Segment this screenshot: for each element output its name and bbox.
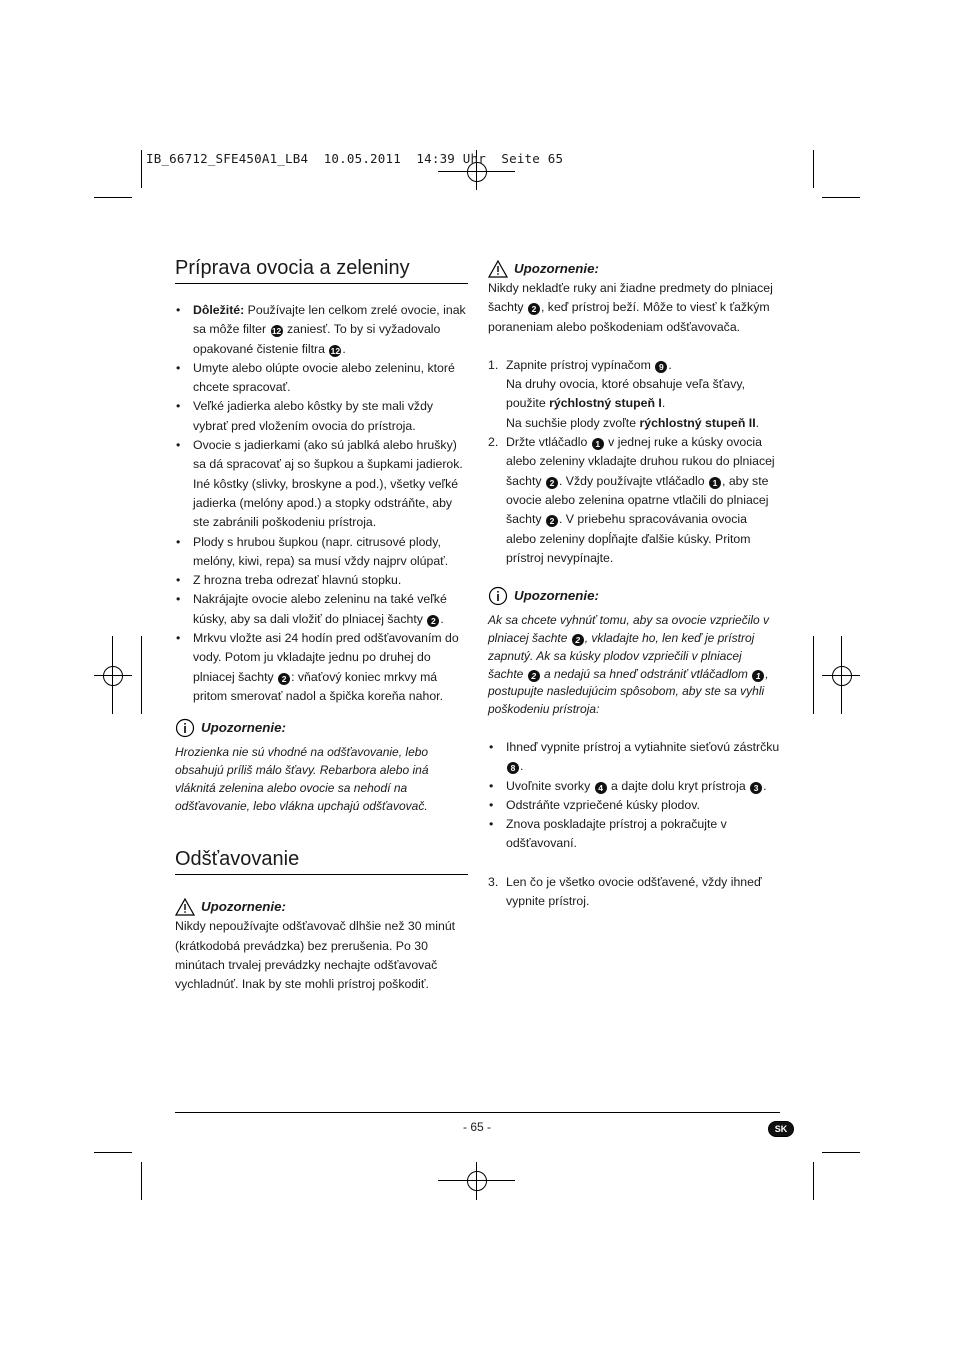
recovery-list [488,738,780,854]
warning-text: Nikdy nekladťe ruky ani žiadne predmety do plniacej šachty 2 , keď prístroj beží. Môže to viesť k ťažkým poraneniam alebo poškodeniam odšťavovača. [488,281,773,334]
cover-number-badge: 3 [750,782,762,794]
steps-list [488,356,780,568]
preparation-list [175,301,468,706]
switch-number-badge: 9 [655,361,667,373]
pusher-number-badge: 1 [592,438,604,450]
warning-icon [175,898,195,916]
pusher-number-badge: 1 [709,477,721,489]
right-column [488,259,780,911]
note-heading: Upozornenie: [175,718,468,738]
page-number: - 65 - [462,1120,491,1134]
steps-list-continued [488,873,780,912]
filter-number-badge: 12 [271,326,282,337]
warning-heading: Upozornenie: [488,259,780,279]
footer-rule [175,1112,780,1113]
chute-number-badge: 2 [546,515,558,527]
list-item: • Ovocie s jadierkami (ako sú jablká alebo hrušky) sa dá spracovať aj so šupkou a šupkami jadierok. Iné kôstky (slivky, broskyne a pod.), všetky veľké jadierka (melóny apod.) a stopky odstráňte, aby ste zabránili poškodeniu prístroja. [175,436,468,532]
chute-number-badge: 2 [528,670,540,682]
list-item: • Uvoľnite svorky 4 a dajte dolu kryt prístroja 3 . [488,777,780,796]
step-item: 3. Len čo je všetko ovocie odšťavené, vždy ihneď vypnite prístroj. [488,874,762,909]
warning-heading: Upozornenie: [175,897,468,917]
note-text: Hrozienka nie sú vhodné na odšťavovanie, lebo obsahujú príliš málo šťavy. Rebarbora alebo iná vláknitá zelenina alebo ovocie sa nehodí na odšťavovanie, lebo vlákna upchajú odšťavovač. [175,745,429,813]
chute-number-badge: 2 [278,673,290,685]
note-text: Ak sa chcete vyhnúť tomu, aby sa ovocie vzpriečilo v plniacej šachte 2 , vkladajte ho, len keď je prístroj zapnutý. Ak sa kúsky plodov vzpriečili v plniacej šachte 2 a nedajú sa hneď odstrániť vtláčadlom 1 , postupujte nasledujúcim spôsobom, aby ste sa vyhli poškodeniu prístroja: [488,613,770,717]
info-icon [488,586,508,606]
language-badge: SK [768,1121,794,1137]
list-item: • Ihneď vypnite prístroj a vytiahnite sieťovú zástrčku 8 . [488,738,780,777]
list-item: • Dôležité: Používajte len celkom zrelé ovocie, inak sa môže filter 12 zaniesť. To by si vyžadovalo opakované čistenie filtra 12 . [175,301,468,359]
chute-number-badge: 2 [572,634,584,646]
list-item: • Nakrájajte ovocie alebo zeleninu na také veľké kúsky, aby sa dali vložiť do plniacej šachty 2 . [175,590,468,629]
pusher-number-badge: 1 [752,670,764,682]
chute-number-badge: 2 [546,477,558,489]
filter-number-badge: 12 [330,345,341,356]
list-item: • Odstráňte vzpriečené kúsky plodov. [488,796,780,815]
print-slug: IB_66712_SFE450A1_LB4 10.05.2011 14:39 Uhr Seite 65 [146,151,564,166]
list-item: • Umyte alebo olúpte ovocie alebo zeleninu, ktoré chcete spracovať. [175,359,468,398]
list-item: • Plody s hrubou šupkou (napr. citrusové plody, melóny, kiwi, repa) sa musí vždy najprv olúpať. [175,533,468,572]
list-item: • Z hrozna treba odrezať hlavnú stopku. [175,571,468,590]
chute-number-badge: 2 [528,303,540,315]
step-item: 1. Zapnite prístroj vypínačom 9 . Na druhy ovocia, ktoré obsahuje veľa šťavy, použite rýchlostný stupeň I. Na suchšie plody zvoľte rýchlostný stupeň II. [488,357,760,430]
info-icon [175,718,195,738]
section-title-juicing: Odšťavovanie [175,847,468,875]
plug-number-badge: 8 [507,762,519,774]
warning-text: Nikdy nepoužívajte odšťavovač dlhšie než 30 minút (krátkodobá prevádzka) bez prerušenia. Po 30 minútach trvalej prevádzky nechajte odšťavovač vychladnúť. Inak by ste mohli prístroj poškodiť. [175,919,456,992]
clamp-number-badge: 4 [595,782,607,794]
chute-number-badge: 2 [427,615,439,627]
list-item: • Veľké jadierka alebo kôstky by ste mali vždy vybrať pred vložením ovocia do prístroja. [175,397,468,436]
step-item: 2. Držte vtláčadlo 1 v jednej ruke a kúsky ovocia alebo zeleniny vkladajte druhou rukou do plniacej šachty 2 . Vždy používajte vtláčadlo 1 , aby ste ovocie alebo zelenina opatrne vtlačili do plniacej šachty 2 . V priebehu spracovávania ovocia alebo zeleniny dopĺňajte ďalšie kúsky. Pritom prístroj nevypínajte. [488,435,775,565]
section-title-preparation: Príprava ovocia a zeleniny [175,256,468,284]
note-heading: Upozornenie: [488,586,780,606]
left-column [175,256,468,995]
warning-icon [488,260,508,278]
list-item: • Znova poskladajte prístroj a pokračujte v odšťavovaní. [488,815,780,854]
list-item: • Mrkvu vložte asi 24 hodín pred odšťavovaním do vody. Potom ju vkladajte jednu po druhej do plniacej šachty 2 : vňaťový koniec mrkvy má pritom smerovať nadol a špička koreňa nahor. [175,629,468,706]
